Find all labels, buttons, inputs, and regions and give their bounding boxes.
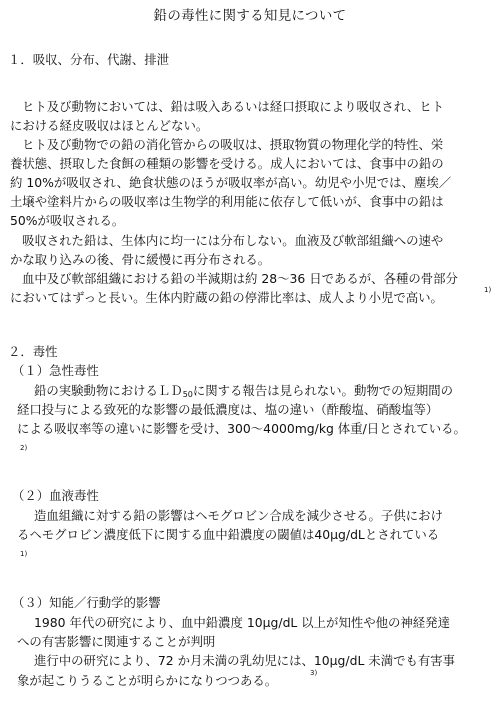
reference-marker: 1) [484, 286, 492, 294]
subsection-blood-line: 造血組織に対する鉛の影響はヘモグロビン合成を減少させる。子供におけ [34, 508, 443, 523]
subsection-acute-heading: （１）急性毒性 [12, 363, 99, 378]
subsection-blood-line: るヘモグロビン濃度低下に関する血中鉛濃度の閾値は40μg/dLとされている [17, 527, 440, 542]
subsection-acute-line: による吸収率等の違いに影響を受け、300～4000mg/kg 体重/日とされている。 [17, 421, 466, 436]
subsection-neuro-heading: （３）知能／行動学的影響 [12, 595, 161, 610]
section-1-line: 土壌や塗料片からの吸収率は生物学的利用能に依存して低いが、食事中の鉛は [10, 194, 444, 209]
subsection-acute-line: 経口投与による致死的な影響の最低濃度は、塩の違い（酢酸塩、硝酸塩等） [17, 402, 439, 417]
document-title: 鉛の毒性に関する知見について [153, 8, 347, 24]
ld50-subscript: 50 [182, 390, 193, 399]
reference-marker: 3) [310, 669, 318, 677]
subsection-blood-heading: （２）血液毒性 [12, 488, 99, 503]
section-1-heading: １．吸収、分布、代謝、排泄 [8, 52, 170, 67]
section-1-line: 約 10%が吸収され、絶食状態のほうが吸収率が高い。幼児や小児では、塵埃／ [10, 175, 452, 190]
subsection-acute-line [34, 383, 453, 401]
section-1-line: における経皮吸収はほとんどない。 [10, 118, 209, 133]
reference-marker: 2) [20, 444, 28, 452]
section-1-line: 血中及び軟部組織における鉛の半減期は約 28～36 日であるが、各種の骨部分 [22, 271, 458, 286]
subsection-neuro-line: 象が起こりうることが明らかになりつつある。 [17, 673, 278, 688]
section-2-heading: ２．毒性 [8, 344, 58, 359]
acute-line-part: に関する報告は見られない。動物での短期間の [192, 383, 454, 398]
section-1-line: かな取り込みの後、骨に緩慢に再分布される。 [10, 252, 271, 267]
section-1-line: 吸収された鉛は、生体内に均一には分布しない。血液及び軟部組織への速や [22, 233, 444, 248]
subsection-neuro-line: 進行中の研究により、72 か月未満の乳幼児には、10μg/dL 未満でも有害事 [34, 653, 456, 668]
section-1-line: ヒト及び動物においては、鉛は吸入あるいは経口摂取により吸収され、ヒト [22, 99, 445, 114]
subsection-neuro-line: 1980 年代の研究により、血中鉛濃度 10μg/dL 以上が知性や他の神経発達 [34, 615, 450, 630]
section-1-line: においてはずっと長い。生体内貯蔵の鉛の停滞比率は、成人より小児で高い。 [10, 290, 443, 305]
subsection-neuro-line: への有害影響に関連することが判明 [17, 634, 216, 649]
section-1-line: ヒト及び動物での鉛の消化管からの吸収は、摂取物質の物理化学的特性、栄 [22, 137, 444, 152]
reference-marker: 1) [20, 550, 28, 558]
section-1-line: 50%が吸収される。 [10, 213, 125, 228]
section-1-line: 養状態、摂取した食餌の種類の影響を受ける。成人においては、食事中の鉛の [10, 156, 444, 171]
acute-line-part: 鉛の実験動物におけるＬＤ [34, 383, 183, 398]
